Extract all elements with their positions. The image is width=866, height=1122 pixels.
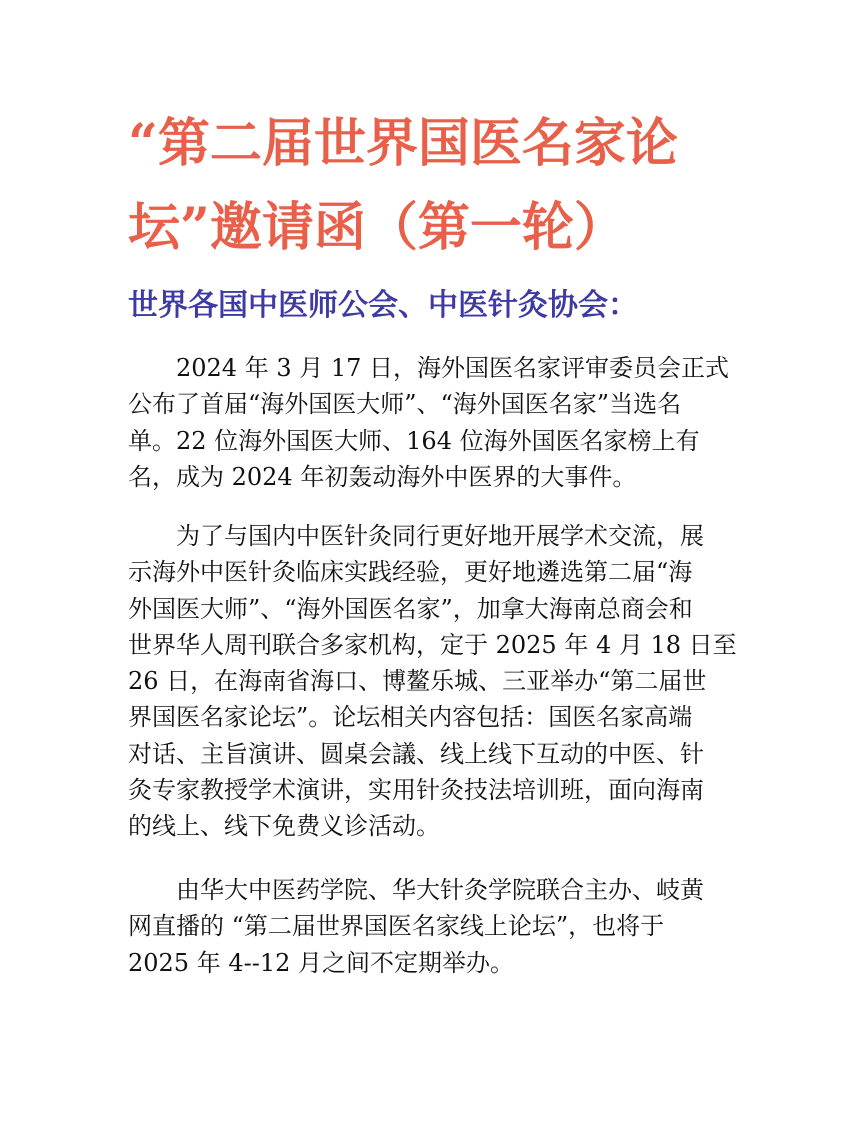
paragraph-line: 界国医名家论坛”。论坛相关内容包括：国医名家高端 bbox=[128, 703, 693, 732]
paragraph-line: 2024 年 3 月 17 日，海外国医名家评审委员会正式 bbox=[128, 354, 730, 382]
paragraph-line: 示海外中医针灸临床实践经验，更好地遴选第二届“海 bbox=[128, 558, 693, 587]
paragraph-line: 世界华人周刊联合多家机构，定于 2025 年 4 月 18 日至 bbox=[128, 630, 737, 659]
paragraph-2 bbox=[128, 518, 748, 845]
paragraph-line: 2025 年 4--12 月之间不定期举办。 bbox=[128, 948, 514, 977]
paragraph-3 bbox=[128, 872, 748, 981]
paragraph-line: 名，成为 2024 年初轰动海外中医界的大事件。 bbox=[128, 462, 637, 491]
title-line-1: “第二届世界国医名家论 bbox=[128, 113, 678, 174]
paragraph-line: 单。22 位海外国医大师、164 位海外国医名家榜上有 bbox=[128, 426, 700, 455]
salutation: 世界各国中医师公会、中医针灸协会： bbox=[128, 288, 638, 323]
title-line-2: 坛”邀请函（第一轮） bbox=[128, 197, 626, 258]
paragraph-1 bbox=[128, 350, 748, 495]
paragraph-line: 为了与国内中医针灸同行更好地开展学术交流，展 bbox=[128, 522, 704, 550]
paragraph-line: 外国医大师”、“海外国医名家”，加拿大海南总商会和 bbox=[128, 594, 693, 623]
paragraph-line: 公布了首届“海外国医大师”、“海外国医名家”当选名 bbox=[128, 390, 682, 419]
paragraph-line: 的线上、线下免费义诊活动。 bbox=[128, 812, 440, 841]
paragraph-line: 对话、主旨演讲、圆桌会議、线上线下互动的中医、针 bbox=[128, 739, 704, 768]
paragraph-line: 网直播的 “第二届世界国医名家线上论坛”，也将于 bbox=[128, 912, 665, 941]
paragraph-line: 由华大中医药学院、华大针灸学院联合主办、岐黄 bbox=[128, 876, 704, 904]
paragraph-line: 26 日，在海南省海口、博鳌乐城、三亚举办“第二届世 bbox=[128, 667, 707, 696]
paragraph-line: 灸专家教授学术演讲，实用针灸技法培训班，面向海南 bbox=[128, 776, 704, 805]
